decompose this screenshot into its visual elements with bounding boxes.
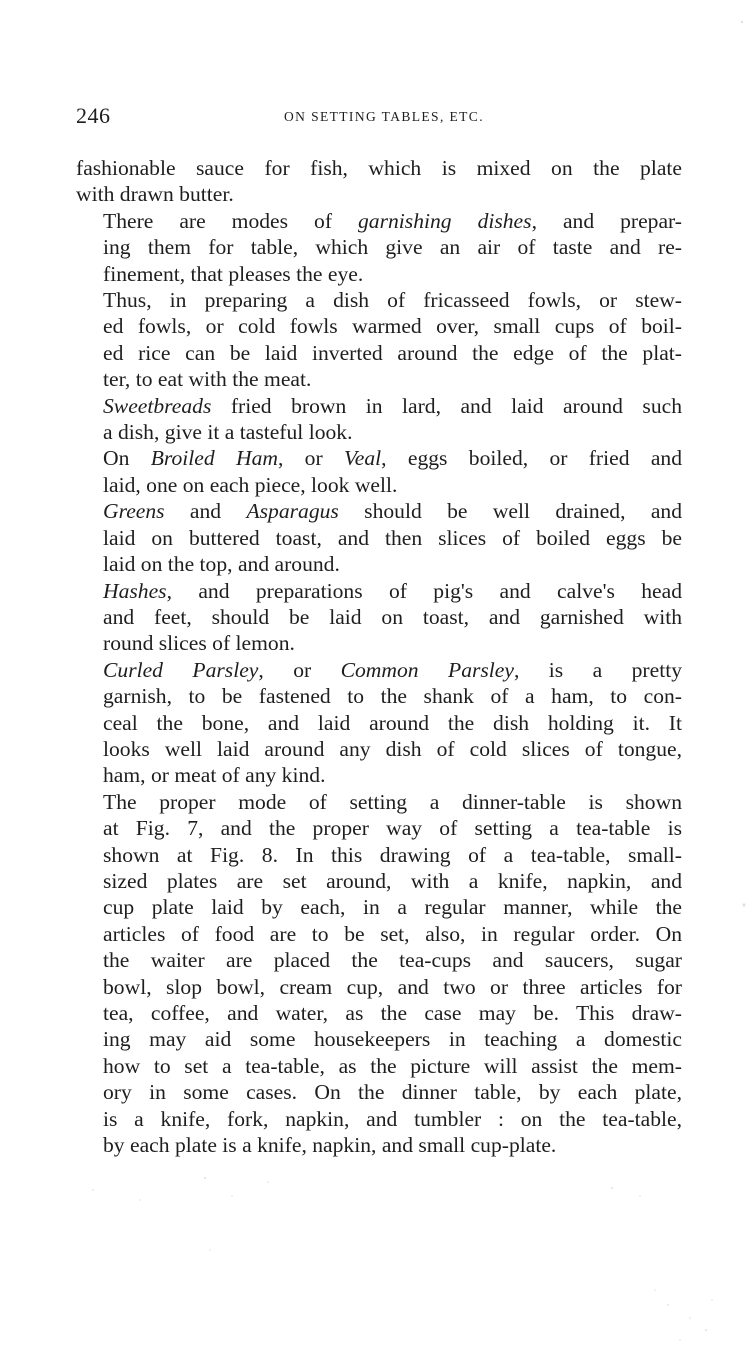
text-line xyxy=(76,815,682,841)
text-line xyxy=(76,604,682,630)
text-run: how to set a tea-table, as the picture will assist the mem- xyxy=(103,1053,682,1078)
text-line xyxy=(76,868,682,894)
italic-term: Sweetbreads xyxy=(103,393,212,418)
text-line xyxy=(76,525,682,551)
text-line xyxy=(76,261,682,287)
text-run: bowl, slop bowl, cream cup, and two or three articles for xyxy=(103,974,682,999)
text-run: ed rice can be laid inverted around the edge of the plat- xyxy=(103,340,682,365)
paragraph xyxy=(76,208,682,287)
text-run: ed fowls, or cold fowls warmed over, small cups of boil- xyxy=(103,314,682,339)
text-line xyxy=(76,498,682,524)
italic-term: garnishing dishes xyxy=(358,208,532,233)
text-run: sized plates are set around, with a knife, napkin, and xyxy=(103,868,682,893)
text-line xyxy=(76,1053,682,1079)
text-run: with drawn butter. xyxy=(76,182,234,207)
text-run: finement, that pleases the eye. xyxy=(103,261,364,286)
text-line xyxy=(76,657,682,683)
text-run: shown at Fig. 8. In this drawing of a tea-table, small- xyxy=(103,842,682,867)
text-run: should be well drained, and xyxy=(338,499,682,524)
text-run: round slices of lemon. xyxy=(103,631,295,656)
text-run: by each plate is a knife, napkin, and small cup-plate. xyxy=(103,1133,557,1158)
text-run: ter, to eat with the meat. xyxy=(103,367,312,392)
text-line xyxy=(76,445,682,471)
text-line xyxy=(76,340,682,366)
text-run: , or xyxy=(277,446,344,471)
paragraph xyxy=(76,498,682,577)
paragraph xyxy=(76,393,682,446)
text-line xyxy=(76,1000,682,1026)
text-run: a dish, give it a tasteful look. xyxy=(103,420,353,445)
text-line xyxy=(76,366,682,392)
text-line xyxy=(76,472,682,498)
italic-term: Broiled Ham xyxy=(150,446,278,471)
text-run: Thus, in preparing a dish of fricasseed fowls, or stew- xyxy=(103,288,682,313)
text-run: The proper mode of setting a dinner-table is shown xyxy=(103,789,682,814)
text-run: On xyxy=(103,446,151,471)
paragraph xyxy=(76,287,682,393)
text-run: fashionable sauce for fish, which is mixed on the plate xyxy=(76,156,682,180)
text-line xyxy=(76,974,682,1000)
text-line xyxy=(76,736,682,762)
text-line xyxy=(76,789,682,815)
text-line xyxy=(76,578,682,604)
text-run: There are modes of xyxy=(103,208,358,233)
text-line xyxy=(76,393,682,419)
text-line xyxy=(76,234,682,260)
text-line xyxy=(76,842,682,868)
text-line xyxy=(76,419,682,445)
text-line xyxy=(76,710,682,736)
italic-term: Asparagus xyxy=(246,499,339,524)
paragraph xyxy=(76,445,682,498)
text-line xyxy=(76,181,682,207)
italic-term: Common Parsley xyxy=(340,657,514,682)
text-line xyxy=(76,1132,682,1158)
text-run: ham, or meat of any kind. xyxy=(103,763,326,788)
text-run: garnish, to be fastened to the shank of a ham, to con- xyxy=(103,684,682,709)
page-header xyxy=(76,103,682,133)
text-run: , is a pretty xyxy=(513,657,683,682)
text-run: , and prepar- xyxy=(531,208,682,233)
paragraph xyxy=(76,657,682,789)
text-line xyxy=(76,947,682,973)
text-run: at Fig. 7, and the proper way of setting a tea-table is xyxy=(103,816,682,841)
text-run: and feet, should be laid on toast, and garnished with xyxy=(103,604,682,629)
text-line xyxy=(76,762,682,788)
text-run: looks well laid around any dish of cold slices of tongue, xyxy=(103,736,682,761)
italic-term: Curled Parsley xyxy=(103,657,259,682)
text-run: ceal the bone, and laid around the dish holding it. It xyxy=(103,710,682,735)
text-run: ing may aid some housekeepers in teaching a domestic xyxy=(103,1027,682,1052)
text-line xyxy=(76,287,682,313)
text-line xyxy=(76,683,682,709)
text-run: the waiter are placed the tea-cups and saucers, sugar xyxy=(103,948,682,973)
text-run: laid on buttered toast, and then slices of boiled eggs be xyxy=(103,525,682,550)
text-line xyxy=(76,155,682,181)
running-head: ON SETTING TABLES, ETC. xyxy=(284,109,484,124)
text-run: is a knife, fork, napkin, and tumbler : on the tea-table, xyxy=(103,1106,682,1131)
text-line xyxy=(76,921,682,947)
text-run: ory in some cases. On the dinner table, by each plate, xyxy=(103,1080,682,1105)
text-line xyxy=(76,894,682,920)
paragraph xyxy=(76,789,682,1159)
italic-term: Greens xyxy=(103,499,165,524)
body-text xyxy=(76,155,682,1158)
text-run: fried brown in lard, and laid around such xyxy=(211,393,682,418)
text-line xyxy=(76,551,682,577)
italic-term: Veal xyxy=(343,446,382,471)
text-line xyxy=(76,313,682,339)
text-run: tea, coffee, and water, as the case may be. This draw- xyxy=(103,1001,682,1025)
text-run: articles of food are to be set, also, in regular order. On xyxy=(103,921,682,946)
italic-term: Hashes xyxy=(103,578,167,603)
text-line xyxy=(76,630,682,656)
text-run: , or xyxy=(258,657,341,682)
paragraph xyxy=(76,578,682,657)
text-line xyxy=(76,208,682,234)
text-run: cup plate laid by each, in a regular manner, while the xyxy=(103,895,682,920)
text-line xyxy=(76,1026,682,1052)
text-line xyxy=(76,1079,682,1105)
text-run: laid, one on each piece, look well. xyxy=(103,472,398,497)
text-run: , eggs boiled, or fried and xyxy=(381,446,682,471)
page-number: 246 xyxy=(76,103,111,128)
text-run: and xyxy=(164,499,247,524)
text-line xyxy=(76,1106,682,1132)
text-run: laid on the top, and around. xyxy=(103,552,340,577)
text-run: ing them for table, which give an air of taste and re- xyxy=(103,235,682,260)
text-run: , and preparations of pig's and calve's head xyxy=(166,578,682,603)
paragraph xyxy=(76,155,682,208)
